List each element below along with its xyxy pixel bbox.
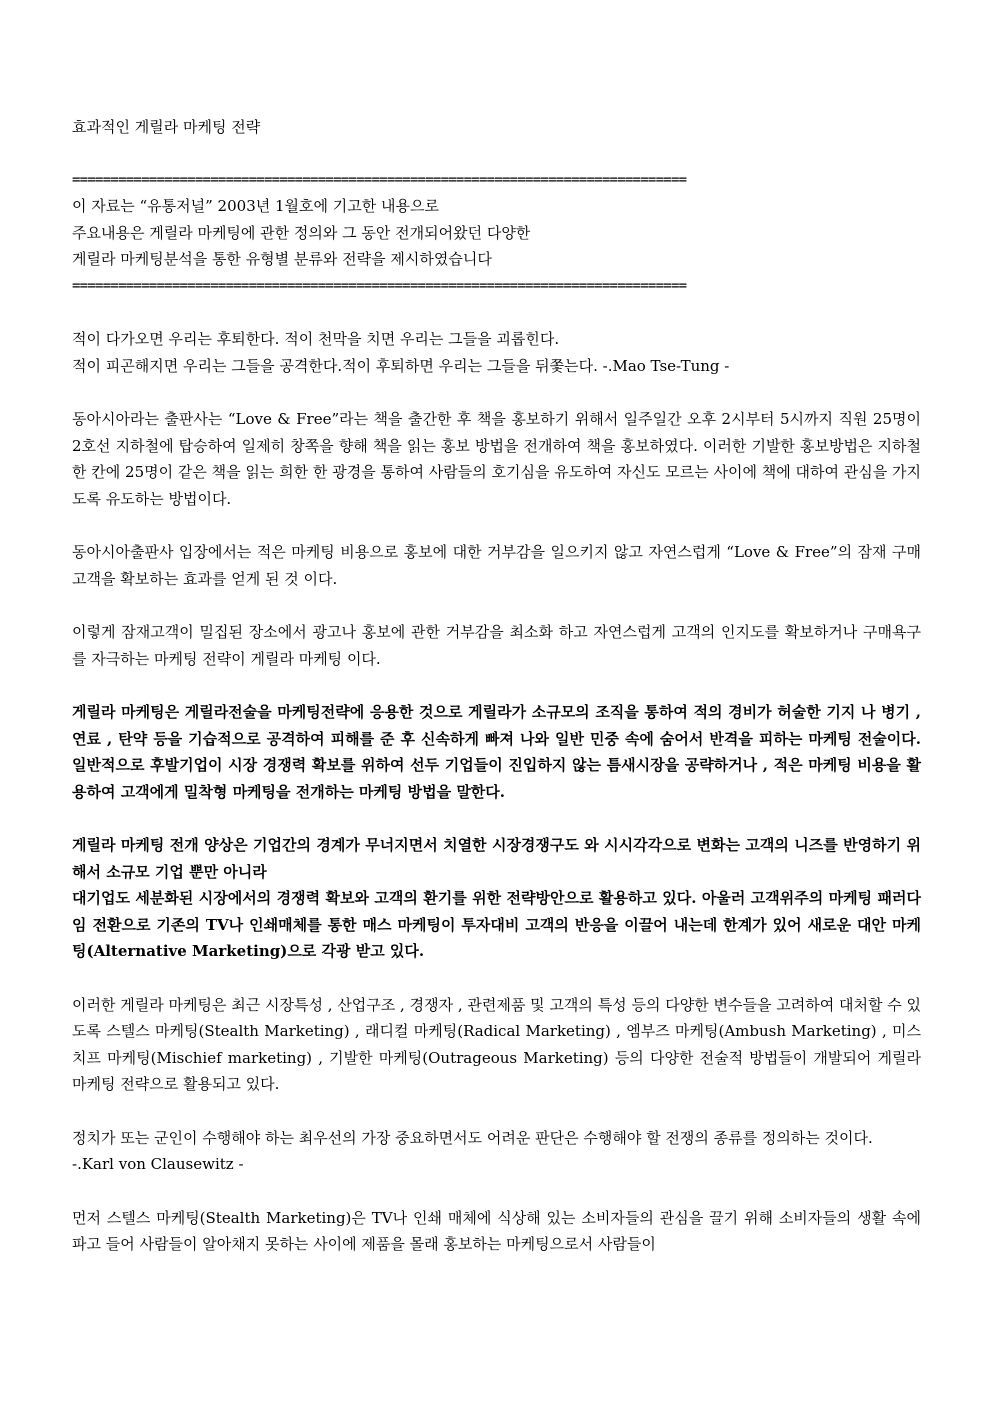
separator-bottom: ================================================================================ bbox=[72, 277, 687, 294]
intro-line-3: 게릴라 마케팅분석을 통한 유형별 분류와 전략을 제시하였습니다 bbox=[72, 250, 492, 268]
quote-clausewitz-text: 정치가 또는 군인이 수행해야 하는 최우선의 가장 중요하면서도 어려운 판단은 수행해야 할 전쟁의 종류를 정의하는 것이다. bbox=[72, 1128, 873, 1147]
paragraph-definition-bold: 게릴라 마케팅은 게릴라전술을 마케팅전략에 응용한 것으로 게릴라가 소규모의 조직을 통하여 적의 경비가 허술한 기지 나 병기 , 연료 , 탄약 등을 기습적으로 공격하여 피해를 준 후 신속하게 빠져 나와 일반 민중 속에 숨어서 반격을 피하는 마케팅 전술이다. 일반적으로 후발기업이 시장 경쟁력 확보를 위하여 선두 기업들이 진입하지 않는 틈새시장을 공략하거나 , 적은 마케팅 비용을 활용하여 고객에게 밀착형 마케팅을 전개하는 마케팅 방법을 말한다. bbox=[72, 703, 921, 801]
intro-line-2: 주요내용은 게릴라 마케팅에 관한 정의와 그 동안 전개되어왔던 다양한 bbox=[72, 223, 531, 242]
paragraph-methods: 이러한 게릴라 마케팅은 최근 시장특성 , 산업구조 , 경쟁자 , 관련제품 및 고객의 특성 등의 다양한 변수들을 고려하여 대처할 수 있도록 스텔스 마케팅(Stealth Marketing) , 래디컬 마케팅(Radical Marketing) , 엠부즈 마케팅(Ambush Marketing) , 미스치프 마케팅(Mischief marketing) , 기발한 마케팅(Outrageous Marketing) 등의 다양한 전술적 방법들이 개발되어 게릴라 마케팅 전략으로 활용되고 있다. bbox=[72, 995, 921, 1093]
separator-top: ================================================================================ bbox=[72, 171, 687, 188]
paragraph-trend-bold-b: 대기업도 세분화된 시장에서의 경쟁력 확보와 고객의 환기를 위한 전략방안으로 활용하고 있다. 아울러 고객위주의 마케팅 패러다임 전환으로 기존의 TV나 인쇄매체를 통한 매스 마케팅이 투자대비 고객의 반응을 이끌어 내는데 한계가 있어 새로운 대안 마케팅(Alternative Marketing)으로 각광 받고 있다. bbox=[72, 889, 921, 960]
quote-mao-line-1: 적이 다가오면 우리는 후퇴한다. 적이 천막을 치면 우리는 그들을 괴롭힌다. bbox=[72, 330, 560, 348]
paragraph-trend-bold-a: 게릴라 마케팅 전개 양상은 기업간의 경계가 무너지면서 치열한 시장경쟁구도 와 시시각각으로 변화는 고객의 니즈를 반영하기 위해서 소규모 기업 뿐만 아니라 bbox=[72, 836, 921, 881]
document-body bbox=[72, 114, 921, 1258]
quote-clausewitz-author: -.Karl von Clausewitz - bbox=[72, 1155, 244, 1173]
document-title: 효과적인 게릴라 마케팅 전략 bbox=[72, 118, 261, 136]
quote-mao-line-2: 적이 피곤해지면 우리는 그들을 공격한다.적이 후퇴하면 우리는 그들을 뒤쫓는다. -.Mao Tse-Tung - bbox=[72, 356, 730, 375]
paragraph-stealth-marketing: 먼저 스텔스 마케팅(Stealth Marketing)은 TV나 인쇄 매체에 식상해 있는 소비자들의 관심을 끌기 위해 소비자들의 생활 속에 파고 들어 사람들이 알아채지 못하는 사이에 제품을 몰래 홍보하는 마케팅으로서 사람들이 bbox=[72, 1208, 921, 1253]
paragraph-case-example: 동아시아라는 출판사는 “Love & Free”라는 책을 출간한 후 책을 홍보하기 위해서 일주일간 오후 2시부터 5시까지 직원 25명이 2호선 지하철에 탑승하여 일제히 창쪽을 향해 책을 읽는 홍보 방법을 전개하여 책을 홍보하였다. 이러한 기발한 홍보방법은 지하철 한 칸에 25명이 같은 책을 읽는 희한 한 광경을 통하여 사람들의 호기심을 유도하여 자신도 모르는 사이에 책에 대하여 관심을 가지도록 유도하는 방법이다. bbox=[72, 410, 921, 508]
intro-line-1: 이 자료는 “유통저널” 2003년 1월호에 기고한 내용으로 bbox=[72, 197, 439, 215]
paragraph-definition-intro: 이렇게 잠재고객이 밀집된 장소에서 광고나 홍보에 관한 거부감을 최소화 하고 자연스럽게 고객의 인지도를 확보하거나 구매욕구를 자극하는 마케팅 전략이 게릴라 마케팅 이다. bbox=[72, 623, 921, 668]
paragraph-case-effect: 동아시아출판사 입장에서는 적은 마케팅 비용으로 홍보에 대한 거부감을 일으키지 않고 자연스럽게 “Love & Free”의 잠재 구매고객을 확보하는 효과를 얻게 된 것 이다. bbox=[72, 543, 921, 588]
